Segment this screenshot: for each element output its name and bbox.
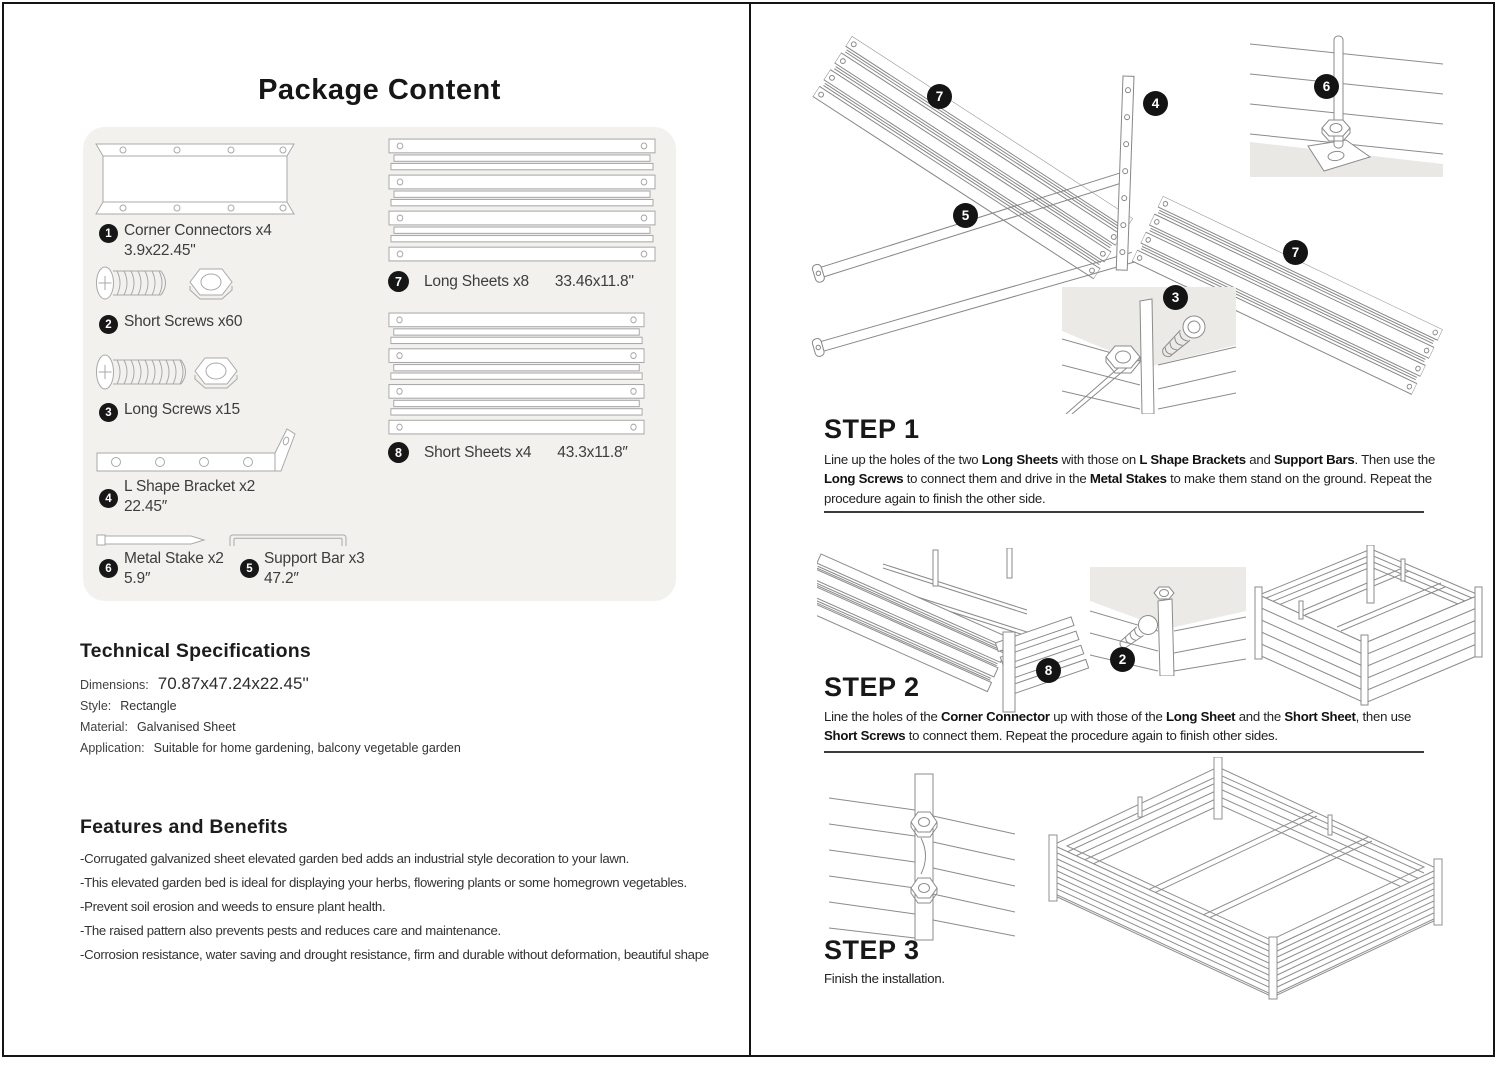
part-1-size: 3.9x22.45" <box>124 242 196 259</box>
part-2-label: Short Screws x60 <box>124 313 243 330</box>
divider-step2 <box>824 751 1424 753</box>
features-list: -Corrugated galvanized sheet elevated garden bed adds an industrial style decoration to your lawn. -This elevated garden bed is ideal for displaying your herbs, flowering plants or some homegrown vegetables. -Prevent soil erosion and weeds to ensure plant health. -The raised pattern also prevents pests and reduces care and maintenance. -Corrosion resistance, water saving and drought resistance, firm and durable without deformation, beautiful shape <box>80 851 709 962</box>
callout-long-sheet-left: 7 <box>927 84 952 109</box>
part-4-size: 22.45″ <box>124 498 168 515</box>
part-3-badge: 3 <box>99 403 118 422</box>
part-1-label: Corner Connectors x4 <box>124 222 272 239</box>
long-screw-illustration <box>95 352 191 392</box>
part-6-badge: 6 <box>99 559 118 578</box>
part-1-badge: 1 <box>99 224 118 243</box>
part-5-badge: 5 <box>240 559 259 578</box>
part-7-row <box>424 273 634 291</box>
part-8-badge: 8 <box>388 442 409 463</box>
features-heading: Features and Benefits <box>80 816 288 838</box>
callout-short-sheet: 8 <box>1036 658 1061 683</box>
part-8-label: Short Sheets x4 <box>424 444 532 461</box>
step1-body: Line up the holes of the two Long Sheets with those on L Shape Brackets and Support Bars. Then use the Long Screws to connect them and drive in the Metal Stakes to make them stand on the ground. Repeat the procedure again to finish the other side. <box>824 452 1436 506</box>
part-7-size: 33.46x11.8" <box>554 273 634 290</box>
metal-stake-detail-inset <box>1250 30 1443 177</box>
step2-body: Line the holes of the Corner Connector up with those of the Long Sheet and the Short Sheet, then use Short Screws to connect them. Repeat the procedure again to finish other sides. <box>824 709 1412 744</box>
part-3-label: Long Screws x15 <box>124 401 240 418</box>
part-7-label: Long Sheets x8 <box>424 273 529 290</box>
divider-step1 <box>824 511 1424 513</box>
support-bar-illustration <box>228 530 348 548</box>
callout-l-shape-bracket: 4 <box>1143 91 1168 116</box>
callout-metal-stake: 6 <box>1314 74 1339 99</box>
spec-row-style: Style: Rectangle <box>80 699 177 713</box>
short-screw-illustration <box>95 264 173 302</box>
part-2-badge: 2 <box>99 315 118 334</box>
long-screw-detail-inset <box>1062 287 1236 414</box>
step1-heading: STEP 1 <box>824 414 920 444</box>
part-8-size: 43.3x11.8″ <box>557 444 628 461</box>
finished-garden-bed-diagram <box>1038 757 1478 1002</box>
part-8-row <box>424 444 628 462</box>
part-6-label: Metal Stake x2 <box>124 550 224 567</box>
step2-heading: STEP 2 <box>824 672 920 702</box>
corner-connector-illustration <box>95 142 295 216</box>
part-6-size: 5.9″ <box>124 570 151 587</box>
step3-body: Finish the installation. <box>824 971 945 986</box>
spec-row-application: Application: Suitable for home gardening, balcony vegetable garden <box>80 741 461 755</box>
tech-specs-list <box>80 674 461 755</box>
short-sheets-illustration <box>388 312 645 435</box>
callout-long-screw: 3 <box>1163 285 1188 310</box>
callout-long-sheet-right: 7 <box>1283 240 1308 265</box>
part-4-label: L Shape Bracket x2 <box>124 478 256 495</box>
page-title: Package Content <box>258 74 501 106</box>
short-screw-nut-illustration <box>188 265 236 303</box>
step3-heading: STEP 3 <box>824 935 920 965</box>
tech-specs-heading: Technical Specifications <box>80 640 311 662</box>
part-4-badge: 4 <box>99 489 118 508</box>
long-screw-nut-illustration <box>193 354 241 392</box>
callout-support-bar: 5 <box>953 203 978 228</box>
callout-short-screw: 2 <box>1110 647 1135 672</box>
l-shape-bracket-illustration <box>96 426 300 476</box>
corner-bolts-detail-inset <box>829 772 1015 942</box>
metal-stake-illustration <box>96 533 208 547</box>
page-center-divider <box>749 2 751 1057</box>
part-5-size: 47.2″ <box>264 570 299 587</box>
spec-row-dimensions: Dimensions: 70.87x47.24x22.45'' <box>80 674 309 693</box>
step2-assembled-frame-diagram <box>1253 545 1485 707</box>
part-5-label: Support Bar x3 <box>264 550 365 567</box>
part-7-badge: 7 <box>388 271 409 292</box>
spec-row-material: Material: Galvanised Sheet <box>80 720 236 734</box>
long-sheets-illustration <box>388 138 656 262</box>
